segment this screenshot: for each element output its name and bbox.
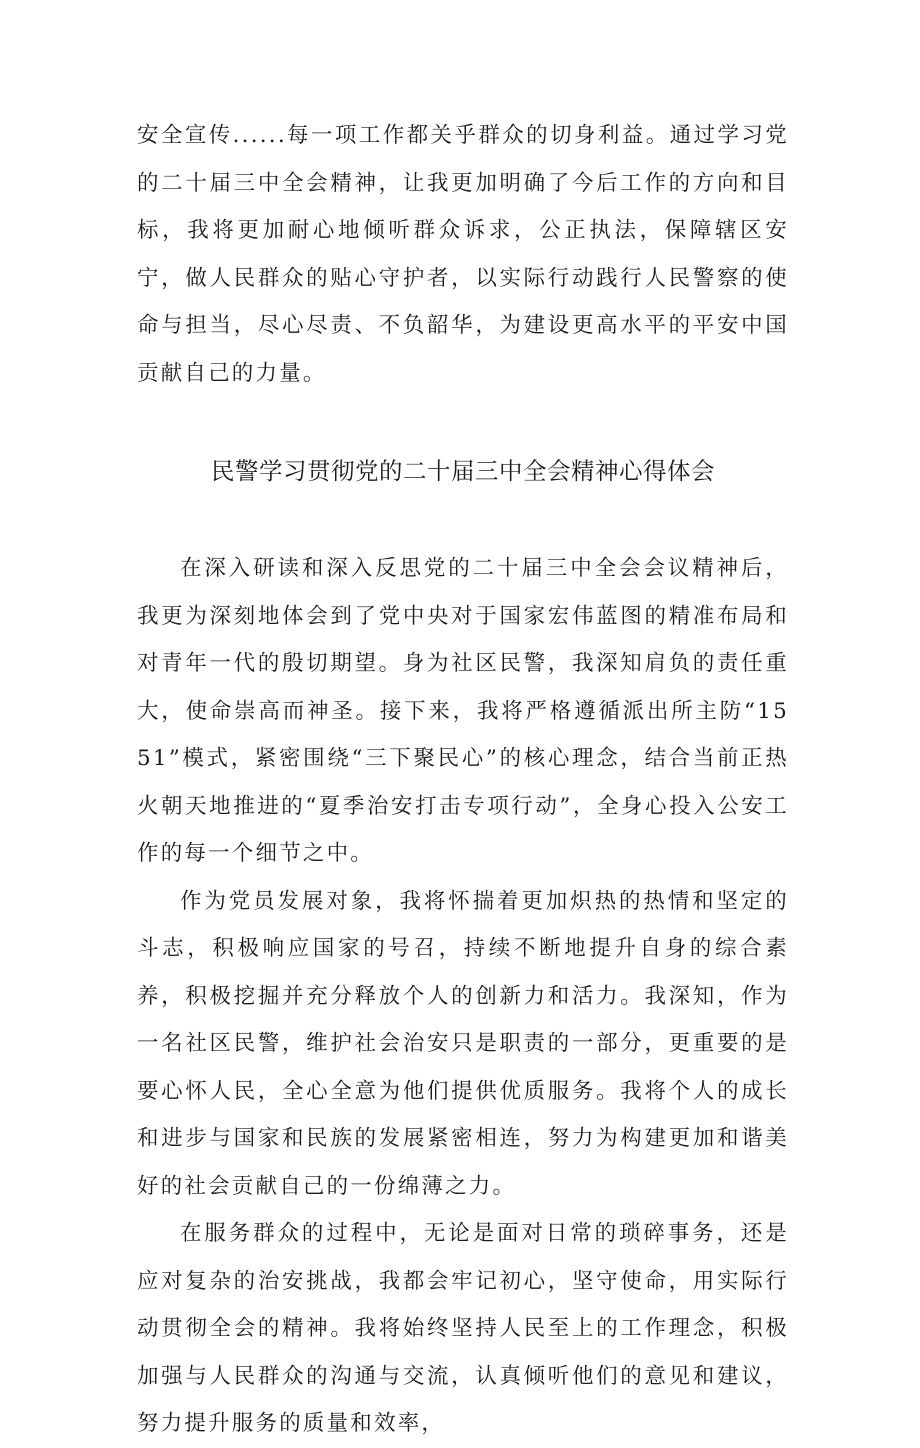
document-body xyxy=(137,112,789,1448)
paragraph-1: 在深入研读和深入反思党的二十届三中全会会议精神后，我更为深刻地体会到了党中央对于国家宏伟蓝图的精准布局和对青年一代的殷切期望。身为社区民警，我深知肩负的责任重大，使命崇高而神圣。接下来，我将严格遵循派出所主防“1551”模式，紧密围绕“三下聚民心”的核心理念，结合当前正热火朝天地推进的“夏季治安打击专项行动”，全身心投入公安工作的每一个细节之中。 xyxy=(137,556,789,866)
paragraph-2: 作为党员发展对象，我将怀揣着更加炽热的热情和坚定的斗志，积极响应国家的号召，持续不断地提升自身的综合素养，积极挖掘并充分释放个人的创新力和活力。我深知，作为一名社区民警，维护社会治安只是职责的一部分，更重要的是要心怀人民，全心全意为他们提供优质服务。我将个人的成长和进步与国家和民族的发展紧密相连，努力为构建更加和谐美好的社会贡献自己的一份绵薄之力。 xyxy=(137,888,789,1199)
article-title: 民警学习贯彻党的二十届三中全会精神心得体会 xyxy=(211,457,715,485)
paragraph-continued: 安全宣传......每一项工作都关乎群众的切身利益。通过学习党的二十届三中全会精神，让我更加明确了今后工作的方向和目标，我将更加耐心地倾听群众诉求，公正执法，保障辖区安宁，做人民群众的贴心守护者，以实际行动践行人民警察的使命与担当，尽心尽责、不负韶华，为建设更高水平的平安中国贡献自己的力量。 xyxy=(137,123,789,386)
paragraph-3: 在服务群众的过程中，无论是面对日常的琐碎事务，还是应对复杂的治安挑战，我都会牢记初心，坚守使命，用实际行动贯彻全会的精神。我将始终坚持人民至上的工作理念，积极加强与人民群众的沟通与交流，认真倾听他们的意见和建议，努力提升服务的质量和效率， xyxy=(137,1221,789,1436)
